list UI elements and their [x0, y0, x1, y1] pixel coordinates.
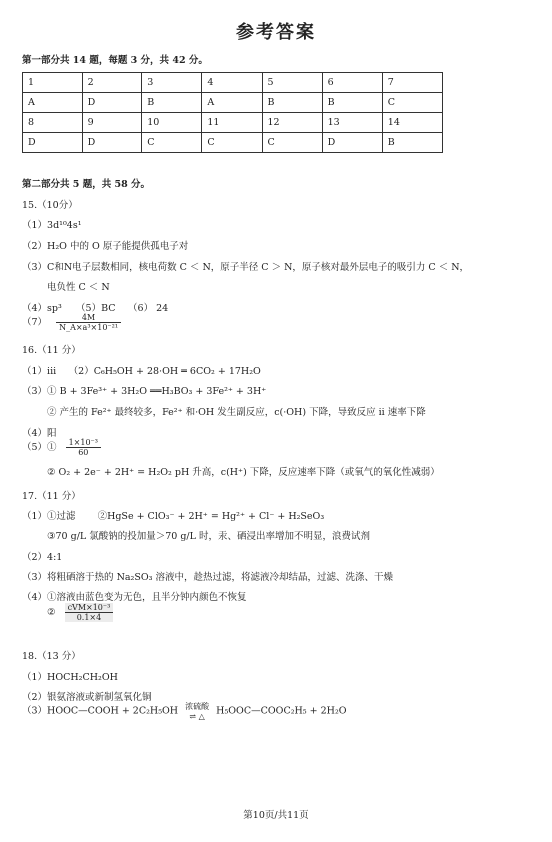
- q16-heading: 16.（11 分）: [22, 345, 81, 356]
- page-title: 参考答案: [236, 22, 316, 43]
- q18-heading: 18.（13 分）: [22, 651, 81, 662]
- q16-answer-5b: ② O₂ + 2e⁻ + 2H⁺ = H₂O₂ pH 升高，c(H⁺) 下降，反应速率下降（或氧气的氧化性减弱）: [47, 467, 440, 478]
- q18-answer-3: [22, 701, 347, 721]
- q16-fraction: [66, 438, 101, 457]
- q15-fraction-numerator: 4M: [56, 313, 121, 323]
- q18-answer-3-right: H₅OOC—COOC₂H₅ + 2H₂O: [216, 705, 347, 717]
- q17-heading: 17.（11 分）: [22, 491, 81, 502]
- q15-heading: 15.（10分）: [22, 200, 78, 211]
- part2-heading: 第二部分共 5 题，共 58 分。: [22, 179, 151, 190]
- answer-table-cell: 14: [382, 113, 442, 133]
- q15-answer-1: （1）3d¹⁰4s¹: [22, 220, 82, 231]
- q15-fraction-denominator: N_A×a³×10⁻²¹: [59, 323, 119, 332]
- answer-table-row: [23, 133, 443, 153]
- answer-table-row: [23, 73, 443, 93]
- answer-table-cell: B: [142, 93, 202, 113]
- answer-table-cell: C: [202, 133, 262, 153]
- q17-answer-4b-label: ②: [47, 607, 56, 618]
- answer-table-cell: 8: [23, 113, 83, 133]
- q17-answer-4: （4）①溶液由蓝色变为无色，且半分钟内颜色不恢复: [22, 592, 247, 603]
- answer-table-cell: C: [382, 93, 442, 113]
- reaction-arrow: [185, 701, 209, 721]
- answer-table-row: [23, 113, 443, 133]
- q18-answer-3-left: （3）HOOC—COOH + 2C₂H₅OH: [22, 705, 179, 717]
- q18-answer-2: （2）银氨溶液或新制氢氧化铜: [22, 692, 152, 703]
- q16-answer-5: [22, 438, 101, 457]
- q15-answer-4-5-6: （4）sp³ （5）BC （6） 24: [22, 303, 169, 314]
- answer-table: [22, 72, 443, 153]
- q16-answer-1-2: （1）iii （2）C₆H₅OH + 28·OH ═ 6CO₂ + 17H₂O: [22, 366, 261, 377]
- answer-table-cell: 13: [322, 113, 382, 133]
- q17-fraction-denominator: 0.1×4: [76, 613, 102, 622]
- answer-table-cell: B: [262, 93, 322, 113]
- reaction-condition: 浓硫酸: [185, 702, 210, 711]
- q16-fraction-numerator: 1×10⁻³: [66, 438, 101, 448]
- answer-table-cell: C: [262, 133, 322, 153]
- answer-table-cell: 10: [142, 113, 202, 133]
- part1-heading: 第一部分共 14 题，每题 3 分，共 42 分。: [22, 55, 208, 66]
- q16-answer-3b: ② 产生的 Fe²⁺ 最终较多，Fe²⁺ 和·OH 发生副反应，c(·OH) 下降，导致反应 ii 速率下降: [47, 407, 426, 418]
- q16-fraction-denominator: 60: [78, 448, 89, 457]
- q17-answer-2: （2）4:1: [22, 552, 63, 563]
- answer-table-cell: D: [23, 133, 83, 153]
- q17-answer-1: （1）①过滤 ②HgSe + ClO₃⁻ + 2H⁺ = Hg²⁺ + Cl⁻ + H₂SeO₃: [22, 511, 325, 522]
- answer-table-cell: 9: [82, 113, 142, 133]
- q17-answer-4b: [47, 603, 113, 622]
- answer-table-cell: D: [82, 93, 142, 113]
- answer-table-cell: 6: [322, 73, 382, 93]
- answer-table-cell: 11: [202, 113, 262, 133]
- answer-table-cell: 2: [82, 73, 142, 93]
- answer-table-cell: B: [322, 93, 382, 113]
- answer-table-cell: 12: [262, 113, 322, 133]
- answer-table-cell: 7: [382, 73, 442, 93]
- q16-answer-3a: （3）① B + 3Fe³⁺ + 3H₂O ══H₃BO₃ + 3Fe²⁺ + 3H⁺: [22, 386, 267, 397]
- answer-table-cell: A: [23, 93, 83, 113]
- q15-answer-7-label: （7）: [22, 317, 48, 328]
- q16-answer-4: （4）阳: [22, 428, 57, 439]
- q15-answer-3a: （3）C和N电子层数相同，核电荷数 C ＜ N，原子半径 C ＞ N，原子核对最外层电子的吸引力 C ＜ N，: [22, 262, 470, 273]
- answer-table-cell: D: [322, 133, 382, 153]
- q17-fraction: [65, 603, 114, 622]
- q15-answer-2: （2）H₂O 中的 O 原子能提供孤电子对: [22, 241, 189, 252]
- reversible-arrow-icon: ⇌ △: [189, 712, 205, 721]
- answer-table-cell: 5: [262, 73, 322, 93]
- page-footer: 第10页/共11页: [243, 810, 309, 821]
- q17-fraction-numerator: cVM×10⁻³: [65, 603, 114, 613]
- answer-table-cell: A: [202, 93, 262, 113]
- q15-fraction: [56, 313, 121, 332]
- q17-answer-3: （3）将粗硒溶于热的 Na₂SO₃ 溶液中，趁热过滤，将滤液冷却结晶，过滤、洗涤、干燥: [22, 572, 393, 583]
- q15-answer-3b: 电负性 C ＜ N: [47, 282, 110, 293]
- answer-table-cell: 1: [23, 73, 83, 93]
- answer-table-cell: 4: [202, 73, 262, 93]
- answer-table-cell: D: [82, 133, 142, 153]
- answer-table-cell: 3: [142, 73, 202, 93]
- answer-table-cell: B: [382, 133, 442, 153]
- q15-answer-7: [22, 313, 121, 332]
- q16-answer-5-label: （5）①: [22, 442, 57, 453]
- q17-answer-1b: ③70 g/L 氯酸钠的投加量＞70 g/L 时，汞、硒浸出率增加不明显，浪费试剂: [47, 531, 370, 542]
- answer-table-cell: C: [142, 133, 202, 153]
- q18-answer-1: （1）HOCH₂CH₂OH: [22, 672, 118, 683]
- answer-table-row: [23, 93, 443, 113]
